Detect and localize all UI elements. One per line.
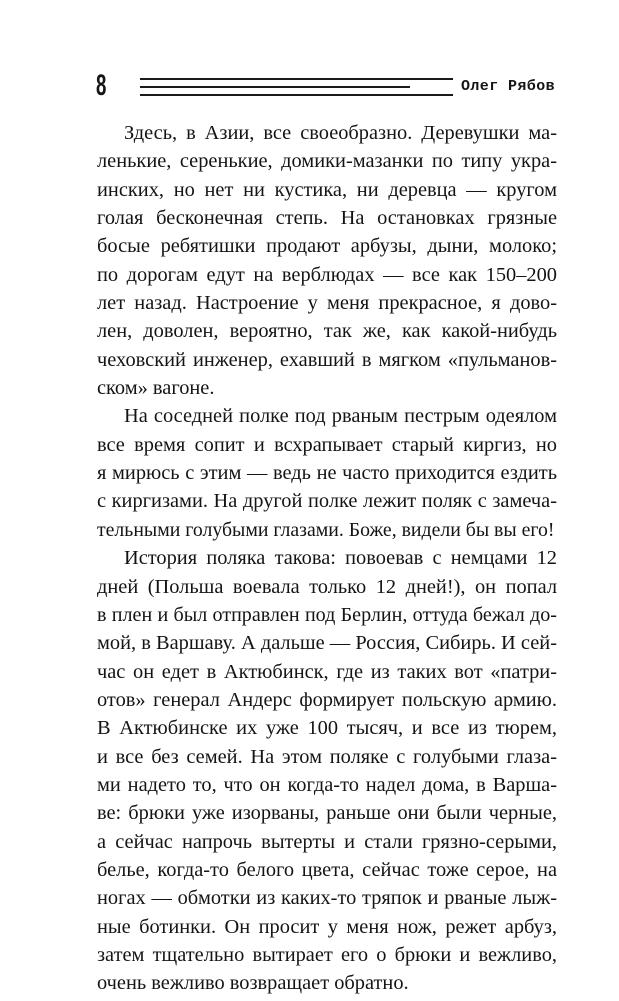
text-line: На соседней полке под рваным пестрым одеялом: [124, 405, 557, 428]
header-rule-middle: [140, 86, 410, 88]
text-line: час он едет в Актюбинск, где из таких вот «патри-: [97, 660, 557, 683]
text-line: ногах — обмотки из каких-то тряпок и рваные лыж-: [97, 887, 557, 910]
text-line: и все без семей. На этом поляке с голубыми глаза-: [97, 745, 557, 768]
paragraph: [97, 544, 557, 998]
running-head-author: Олег Рябов: [453, 78, 555, 96]
text-line: а сейчас напрочь вытерты и стали грязно-серыми,: [97, 830, 557, 853]
text-line: все время сопит и всхрапывает старый киргиз, но: [97, 433, 557, 456]
text-line: лен, доволен, вероятно, так же, как какой-нибудь: [97, 320, 557, 343]
paragraph: [97, 119, 557, 402]
text-line: отов» генерал Андерс формирует польскую армию.: [97, 688, 557, 711]
text-line: очень вежливо возвращает обратно.: [97, 972, 409, 995]
text-line: ные ботинки. Он просит у меня нож, режет арбуз,: [97, 915, 557, 938]
text-line: тельными голубыми глазами. Боже, видели бы вы его!: [97, 518, 555, 541]
text-line: инских, но нет ни кустика, ни деревца — кругом: [97, 178, 557, 201]
text-line: лет назад. Настроение у меня прекрасное, я дово-: [97, 292, 557, 315]
paragraph: [97, 402, 557, 544]
text-line: мой, в Варшаву. А дальше — Россия, Сибирь. И сей-: [97, 632, 557, 655]
text-line: История поляка такова: повоевав с немцами 12: [124, 547, 557, 570]
text-line: ми надето то, что он когда-то надел дома, в Варша-: [97, 773, 557, 796]
text-line: белье, когда-то белого цвета, сейчас тоже серое, на: [97, 858, 557, 881]
text-line: голая бесконечная степь. На остановках грязные: [97, 207, 557, 230]
text-line: в плен и был отправлен под Берлин, оттуда бежал до-: [97, 603, 557, 626]
text-line: дней (Польша воевала только 12 дней!), он попал: [97, 575, 557, 598]
text-body: [97, 119, 557, 998]
text-line: ве: брюки уже изорваны, раньше они были черные,: [97, 802, 557, 825]
text-line: затем тщательно вытирает его о брюки и вежливо,: [97, 943, 557, 966]
text-line: я мирюсь с этим — ведь не часто приходится ездить: [97, 462, 557, 485]
text-line: ленькие, серенькие, домики-мазанки по типу укра-: [97, 150, 557, 173]
text-line: с киргизами. На другой полке лежит поляк с замеча-: [97, 490, 557, 513]
text-line: ском» вагоне.: [97, 377, 215, 400]
text-line: по дорогам едут на верблюдах — все как 150–200: [97, 263, 557, 286]
text-line: чеховский инженер, ехавший в мягком «пульманов-: [97, 348, 557, 371]
text-line: босые ребятишки продают арбузы, дыни, молоко;: [97, 235, 557, 258]
text-line: В Актюбинске их уже 100 тысяч, и все из тюрем,: [97, 717, 557, 740]
page-number: 8: [96, 69, 107, 102]
text-line: Здесь, в Азии, все своеобразно. Деревушки ма-: [124, 122, 557, 144]
